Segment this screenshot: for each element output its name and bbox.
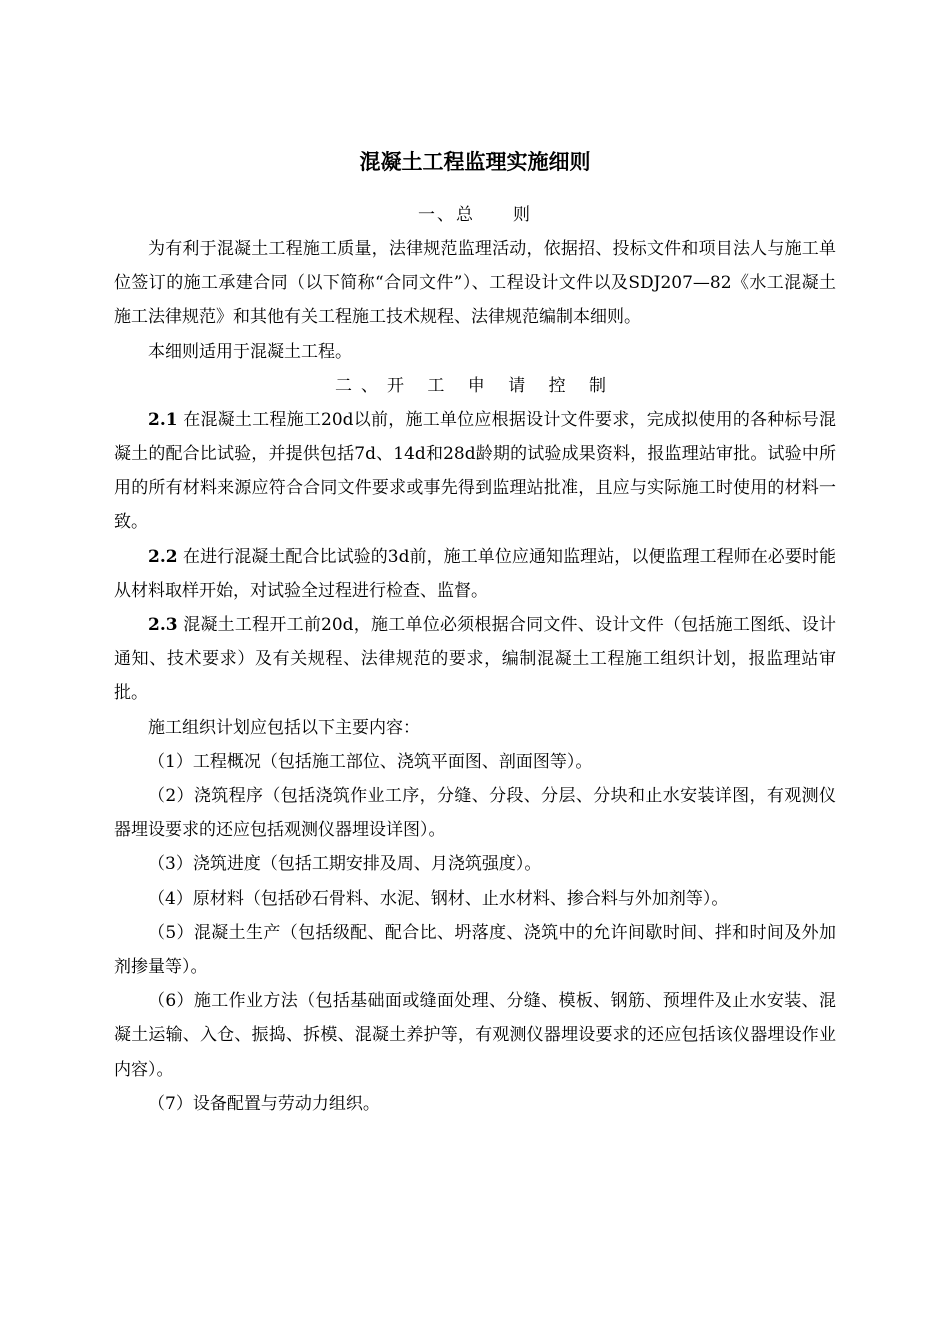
clause-number: 2.3 — [148, 615, 178, 636]
plan-item: （4）原材料（包括砂石骨料、水泥、钢材、止水材料、掺合料与外加剂等）。 — [148, 888, 729, 909]
document-body — [114, 198, 836, 1121]
clause-number: 2.1 — [148, 409, 178, 430]
plan-item: （2）浇筑程序（包括浇筑作业工序，分缝、分段、分层、分块和止水安装详图，有观测仪器埋设要求的还应包括观测仪器埋设详图）。 — [114, 786, 836, 841]
plan-item: （6）施工作业方法（包括基础面或缝面处理、分缝、模板、钢筋、预埋件及止水安装、混凝土运输、入仓、振捣、拆模、混凝土养护等，有观测仪器埋设要求的还应包括该仪器埋设作业内容）。 — [114, 991, 836, 1080]
plan-item: （5）混凝土生产（包括级配、配合比、坍落度、浇筑中的允许间歇时间、拌和时间及外加剂掺量等）。 — [114, 922, 836, 978]
plan-item: （1）工程概况（包括施工部位、浇筑平面图、剖面图等）。 — [148, 751, 593, 772]
clause-number: 2.2 — [148, 546, 178, 567]
document-title: 混凝土工程监理实施细则 — [359, 150, 591, 174]
clause-text: 在进行混凝土配合比试验的3d前，施工单位应通知监理站，以便监理工程师在必要时能从材料取样开始，对试验全过程进行检查、监督。 — [114, 546, 836, 601]
clause-text: 在混凝土工程施工20d以前，施工单位应根据设计文件要求，完成拟使用的各种标号混凝土的配合比试验，并提供包括7d、14d和28d龄期的试验成果资料，报监理站审批。试验中所用的所有材料来源应符合合同文件要求或事先得到监理站批准，且应与实际施工时使用的材料一致。 — [114, 409, 836, 533]
clause-2-3 — [114, 608, 836, 711]
section-heading-start-control: 二、开 工 申 请 控 制 — [334, 375, 616, 396]
clause-text: 混凝土工程开工前20d，施工单位必须根据合同文件、设计文件（包括施工图纸、设计通知、技术要求）及有关规程、法律规范的要求，编制混凝土工程施工组织计划，报监理站审批。 — [114, 615, 836, 704]
clause-2-1 — [114, 403, 836, 540]
plan-item: （3）浇筑进度（包括工期安排及周、月浇筑强度）。 — [148, 854, 542, 875]
general-paragraph-scope: 本细则适用于混凝土工程。 — [148, 341, 352, 362]
plan-intro: 施工组织计划应包括以下主要内容： — [148, 717, 420, 738]
plan-item: （7）设备配置与劳动力组织。 — [148, 1093, 380, 1114]
section-heading-general: 一、总 则 — [418, 205, 532, 225]
general-paragraph-basis: 为有利于混凝土工程施工质量，法律规范监理活动，依据招、投标文件和项目法人与施工单位签订的施工承建合同（以下简称“合同文件”）、工程设计文件以及SDJ207—82《水工混凝土施工法律规范》和其他有关工程施工技术规程、法律规范编制本细则。 — [114, 239, 836, 328]
clause-2-2 — [114, 540, 836, 608]
